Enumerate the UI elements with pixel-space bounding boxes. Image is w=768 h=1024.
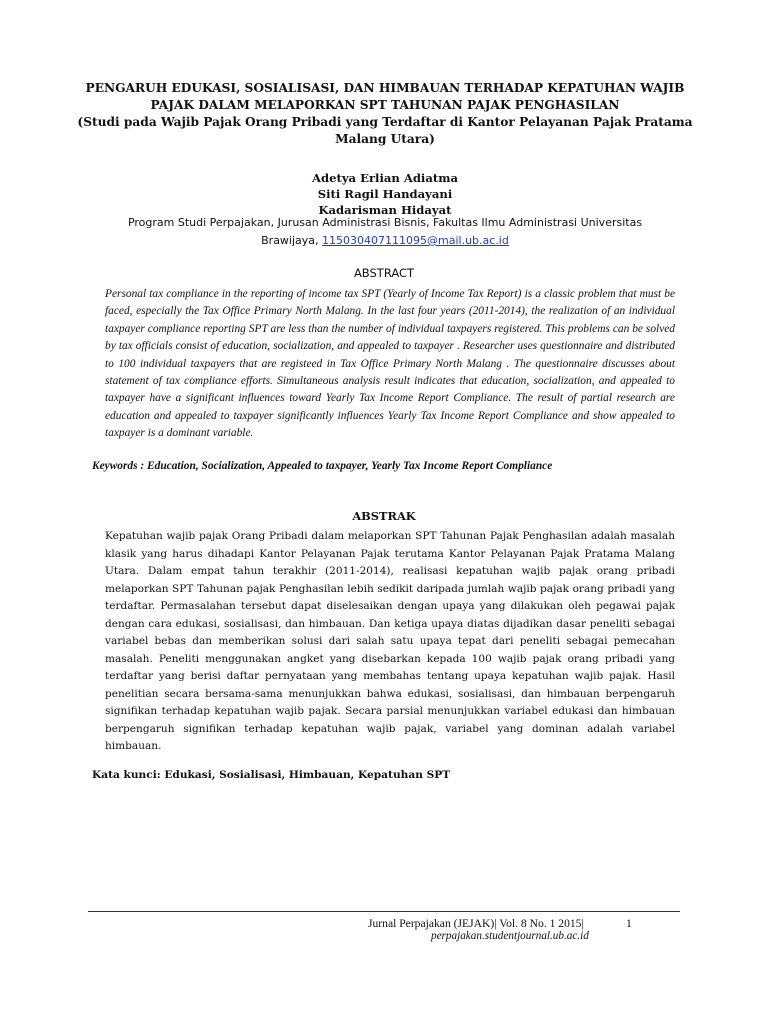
title-line-4: Malang Utara): [335, 132, 435, 146]
title-line-3: (Studi pada Wajib Pajak Orang Pribadi yang Terdaftar di Kantor Pelayanan Pajak Pratama: [77, 115, 693, 129]
author-email-link[interactable]: 115030407111095@mail.ub.ac.id: [322, 234, 509, 247]
footer-divider: [88, 911, 680, 912]
kata-kunci: Kata kunci: Edukasi, Sosialisasi, Himbauan, Kepatuhan SPT: [92, 769, 451, 781]
abstrak-heading: ABSTRAK: [352, 509, 416, 523]
title-line-1: PENGARUH EDUKASI, SOSIALISASI, DAN HIMBAUAN TERHADAP KEPATUHAN WAJIB: [85, 81, 685, 95]
author-name: Siti Ragil Handayani: [317, 187, 453, 201]
paper-title: [60, 80, 710, 148]
keywords: Keywords : Education, Socialization, Appealed to taxpayer, Yearly Tax Income Report Compliance: [92, 460, 553, 472]
affiliation-line-1: Program Studi Perpajakan, Jurusan Administrasi Bisnis, Fakultas Ilmu Administrasi Universitas: [127, 216, 643, 229]
footer-journal-info: Jurnal Perpajakan (JEJAK)| Vol. 8 No. 1 2015|: [368, 917, 584, 930]
page-number: 1: [626, 917, 632, 930]
footer-url: perpajakan.studentjournal.ub.ac.id: [431, 930, 589, 942]
abstract-body: Personal tax compliance in the reporting of income tax SPT (Yearly of Income Tax Report) is a classic problem that must be faced, especially the Tax Office Primary North Malang. In the last four years (2011-2014), the realization of an individual taxpayer compliance reporting SPT are less than the number of individual taxpayers registered. This problems can be solved by tax officials consist of education, socialization, and appealed to taxpayer . Researcher uses questionnaire and distributed to 100 individual taxpayers that are registeed in Tax Office Primary North Malang . The questionnaire discusses about statement of tax compliance efforts. Simultaneous analysis result indicates that education, socialization, and appealed to taxpayer have a significant influences toward Yearly Tax Income Report Compliance. The result of partial research are education and appealed to taxpayer significantly influences Yearly Tax Income Report Compliance and show appealed to taxpayer is a dominant variable.: [105, 288, 675, 440]
title-line-2: PAJAK DALAM MELAPORKAN SPT TAHUNAN PAJAK PENGHASILAN: [150, 98, 620, 112]
affiliation: [80, 214, 690, 250]
abstract-heading: ABSTRACT: [353, 266, 415, 280]
affiliation-line-2-prefix: Brawijaya,: [261, 234, 323, 247]
author-name: Kadarisman Hidayat: [318, 203, 452, 217]
author-name: Adetya Erlian Adiatma: [311, 171, 458, 185]
author-list: [60, 170, 710, 218]
abstrak-body: Kepatuhan wajib pajak Orang Pribadi dalam melaporkan SPT Tahunan Pajak Penghasilan adalah masalah klasik yang harus dihadapi Kantor Pelayanan Pajak terutama Kantor Pelayanan Pajak Pratama Malang Utara. Dalam empat tahun terakhir (2011-2014), realisasi kepatuhan wajib pajak orang pribadi melaporkan SPT Tahunan pajak Penghasilan lebih sedikit daripada jumlah wajib pajak orang pribadi yang terdaftar. Permasalahan tersebut dapat diselesaikan dengan upaya yang dilakukan oleh pegawai pajak dengan cara edukasi, sosialisasi, dan himbauan. Dan ketiga upaya diatas dijadikan dasar peneliti sebagai variabel bebas dan memberikan solusi dari salah satu upaya tepat dari peneliti sebagai pemecahan masalah. Peneliti menggunakan angket yang disebarkan kepada 100 wajib pajak orang pribadi yang terdaftar yang berisi daftar pernyataan yang membahas tentang upaya kepatuhan wajib pajak. Hasil penelitian secara bersama-sama menunjukkan bahwa edukasi, sosialisasi, dan himbauan berpengaruh signifikan terhadap kepatuhan wajib pajak. Secara parsial menunjukkan variabel edukasi dan himbauan berpengaruh signifikan terhadap kepatuhan wajib pajak, variabel yang dominan adalah variabel himbauan.: [105, 530, 675, 752]
